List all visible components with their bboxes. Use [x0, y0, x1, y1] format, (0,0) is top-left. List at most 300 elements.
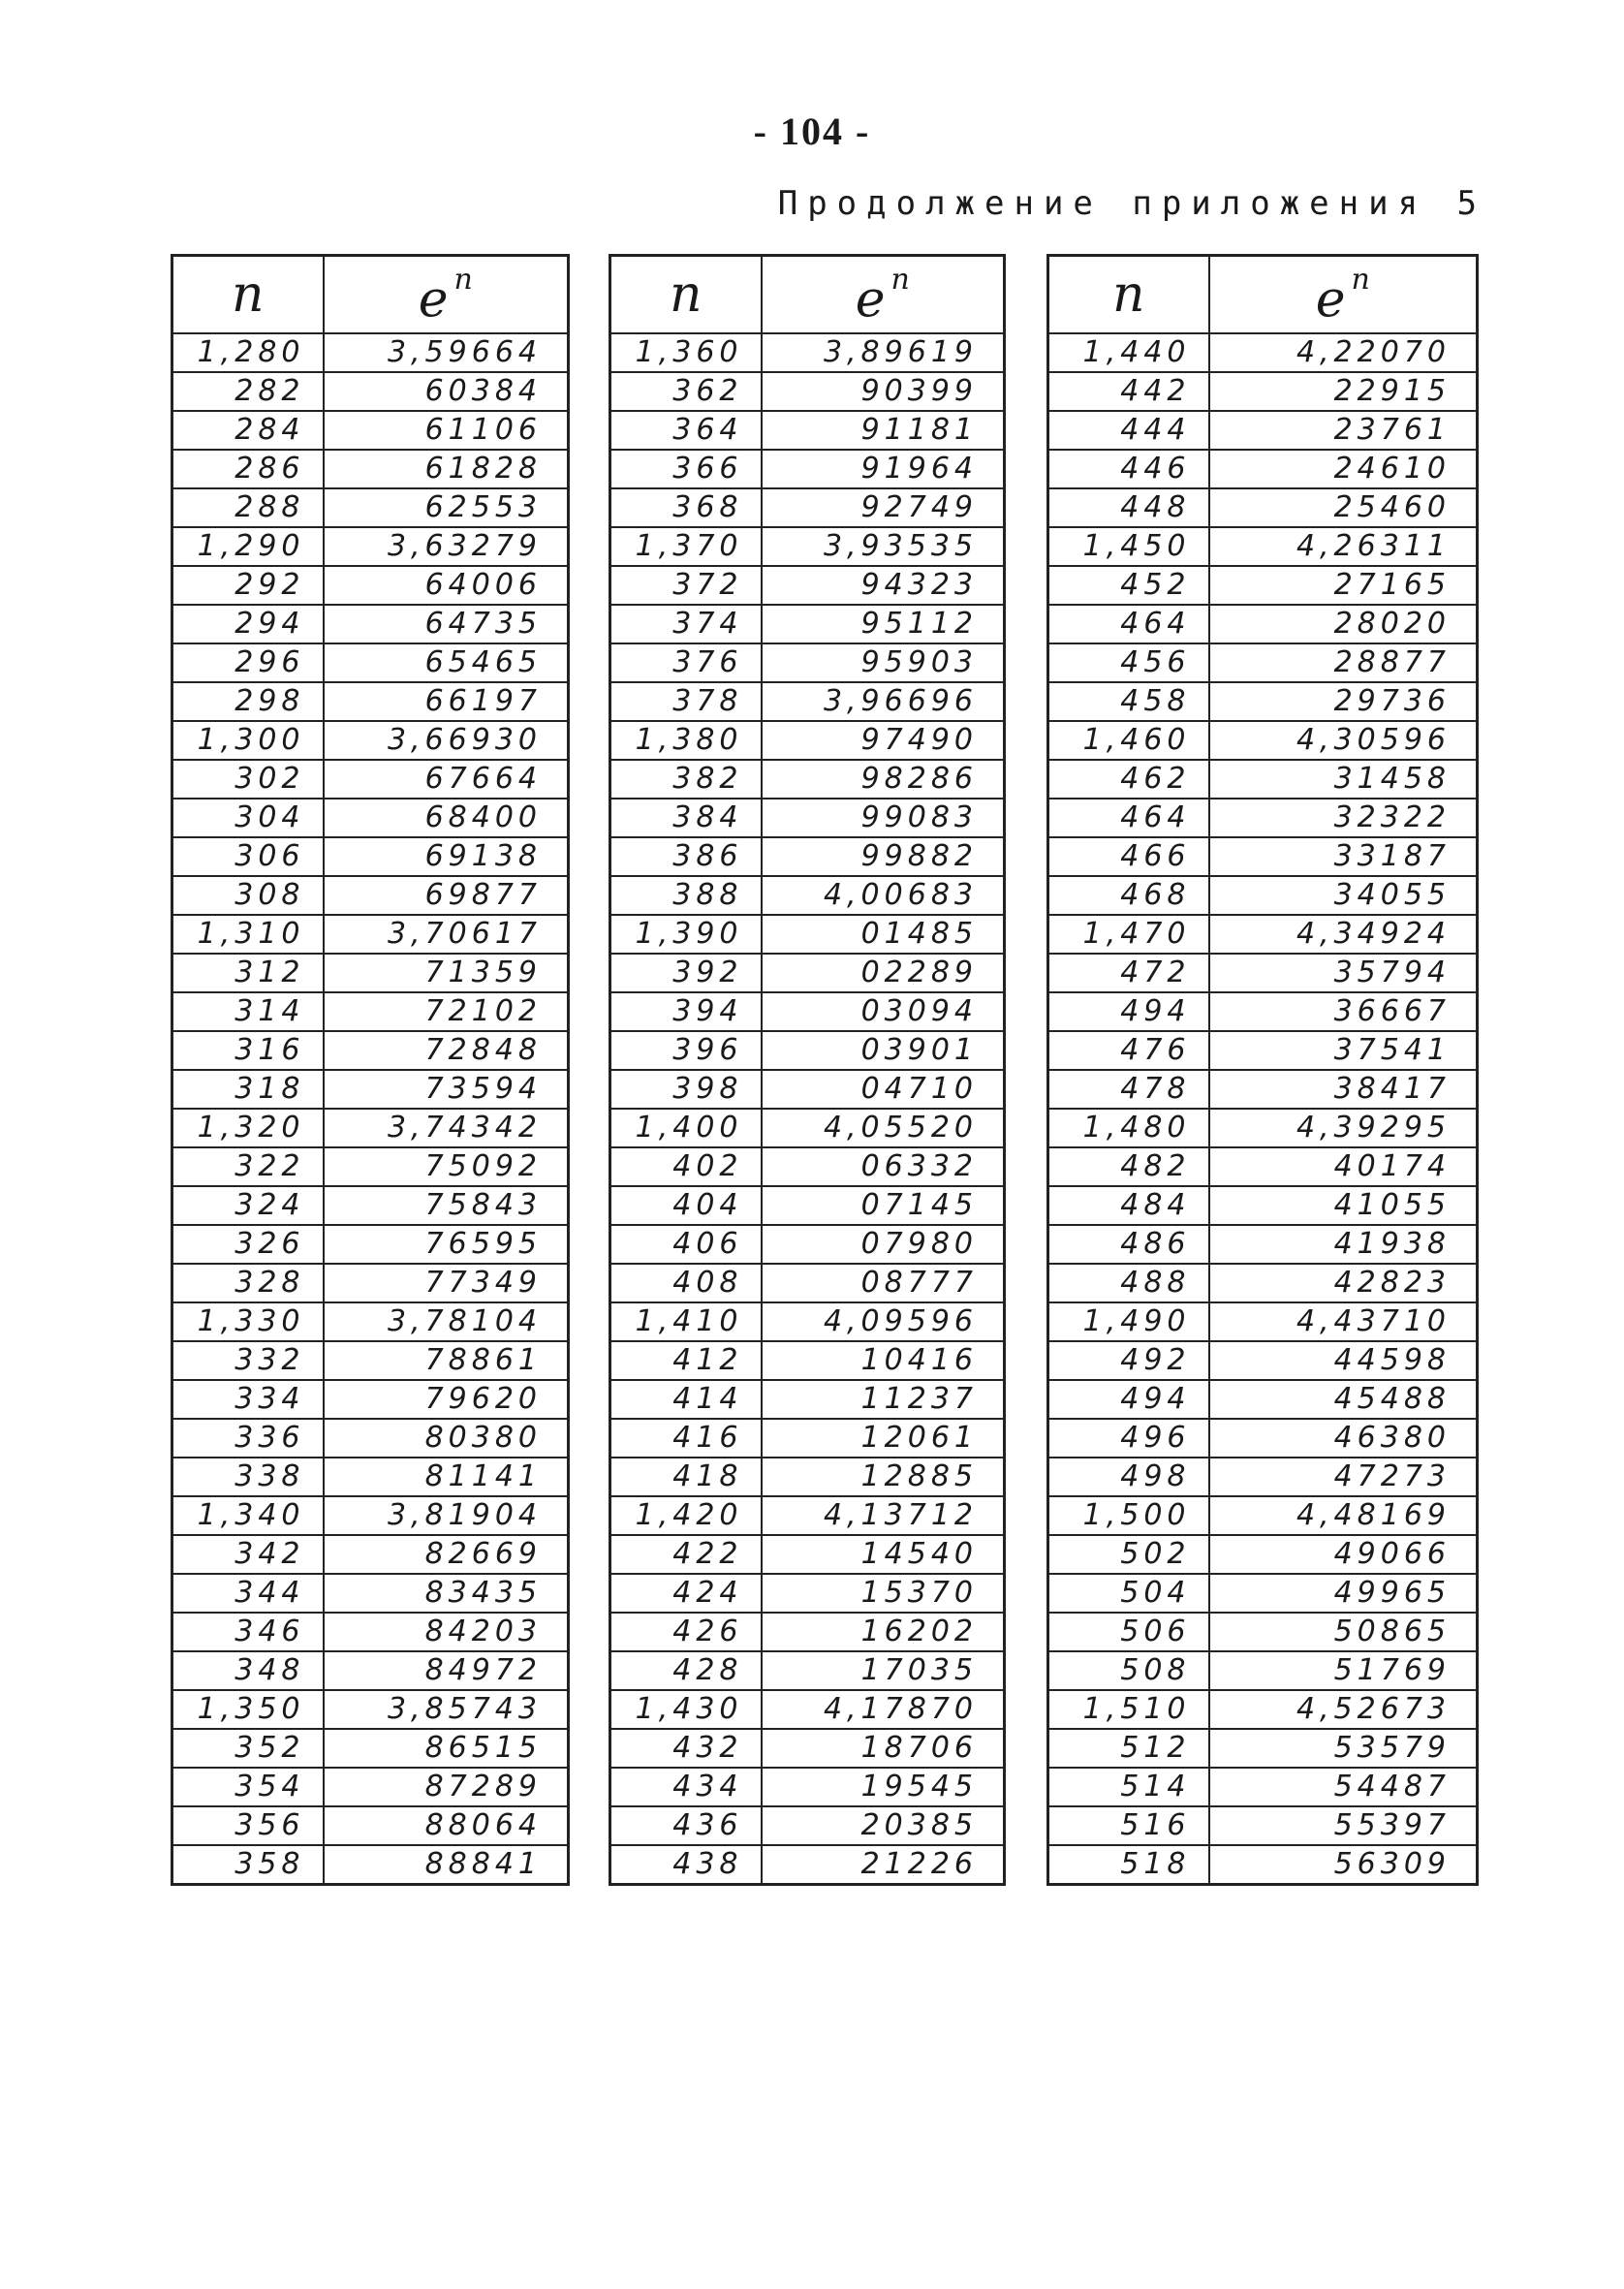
e-power-n-value: 79620: [324, 1380, 569, 1419]
n-value: 1,490: [1048, 1302, 1209, 1341]
table-row: [610, 1380, 1005, 1419]
e-power-n-value: 69877: [324, 876, 569, 915]
n-value: 494: [1048, 1380, 1209, 1419]
e-power-n-value: 47273: [1209, 1458, 1478, 1496]
table-row: [610, 721, 1005, 760]
e-power-n-value: 3,78104: [324, 1302, 569, 1341]
exponent: n: [890, 262, 910, 297]
e-power-n-value: 75843: [324, 1186, 569, 1225]
table-row: [172, 1845, 569, 1885]
appendix-subtitle: Продолжение приложения 5: [777, 184, 1486, 223]
e-power-n-value: 23761: [1209, 411, 1478, 450]
page-number: - 104 -: [753, 110, 871, 153]
e-power-n-value: 08777: [762, 1264, 1005, 1302]
n-value: 1,500: [1048, 1496, 1209, 1535]
n-value: 322: [172, 1147, 324, 1186]
n-value: 1,380: [610, 721, 762, 760]
n-value: 384: [610, 799, 762, 837]
e-power-n-value: 82669: [324, 1535, 569, 1574]
e-power-n-value: 37541: [1209, 1031, 1478, 1070]
n-value: 456: [1048, 643, 1209, 682]
e-power-n-value: 95903: [762, 643, 1005, 682]
e-power-n-value: 31458: [1209, 760, 1478, 799]
table-row: [1048, 876, 1478, 915]
e-power-n-value: 71359: [324, 954, 569, 992]
n-value: 472: [1048, 954, 1209, 992]
table-row: [1048, 1186, 1478, 1225]
e-base: e: [1315, 270, 1346, 329]
e-power-n-value: 3,89619: [762, 333, 1005, 372]
e-power-n-value: 91964: [762, 450, 1005, 488]
e-power-n-value: 88841: [324, 1845, 569, 1885]
table-row: [172, 799, 569, 837]
table-row: [172, 1264, 569, 1302]
e-power-n-value: 97490: [762, 721, 1005, 760]
e-power-n-value: 3,96696: [762, 682, 1005, 721]
n-value: 302: [172, 760, 324, 799]
e-power-n-value: 64006: [324, 566, 569, 605]
table-row: [172, 1535, 569, 1574]
n-value: 282: [172, 372, 324, 411]
table-row: [1048, 682, 1478, 721]
table-row: [172, 1613, 569, 1651]
e-power-n-value: 72848: [324, 1031, 569, 1070]
n-value: 468: [1048, 876, 1209, 915]
n-value: 508: [1048, 1651, 1209, 1690]
e-power-n-value: 27165: [1209, 566, 1478, 605]
n-value: 1,510: [1048, 1690, 1209, 1729]
e-power-n-value: 4,52673: [1209, 1690, 1478, 1729]
n-value: 1,350: [172, 1690, 324, 1729]
n-value: 354: [172, 1768, 324, 1806]
n-value: 1,470: [1048, 915, 1209, 954]
table-row: [1048, 1341, 1478, 1380]
table-row: [172, 1302, 569, 1341]
table-row: [1048, 527, 1478, 566]
column-header-e-power-n: [762, 256, 1005, 334]
e-power-n-value: 3,70617: [324, 915, 569, 954]
e-power-n-value: 50865: [1209, 1613, 1478, 1651]
n-value: 342: [172, 1535, 324, 1574]
n-value: 1,420: [610, 1496, 762, 1535]
e-power-n-value: 10416: [762, 1341, 1005, 1380]
table-row: [610, 372, 1005, 411]
n-value: 312: [172, 954, 324, 992]
values-table-1: [171, 254, 570, 1886]
n-value: 374: [610, 605, 762, 643]
n-value: 1,370: [610, 527, 762, 566]
n-value: 418: [610, 1458, 762, 1496]
e-power-n-value: 45488: [1209, 1380, 1478, 1419]
table-row: [172, 450, 569, 488]
e-power-n-value: 34055: [1209, 876, 1478, 915]
table-row: [610, 1535, 1005, 1574]
table-row: [610, 682, 1005, 721]
table-row: [610, 527, 1005, 566]
e-power-n-value: 24610: [1209, 450, 1478, 488]
e-power-n-value: 16202: [762, 1613, 1005, 1651]
table-row: [172, 1806, 569, 1845]
e-power-n-value: 46380: [1209, 1419, 1478, 1458]
n-value: 406: [610, 1225, 762, 1264]
e-power-n-value: 62553: [324, 488, 569, 527]
n-value: 462: [1048, 760, 1209, 799]
table-row: [172, 1768, 569, 1806]
e-power-n-value: 95112: [762, 605, 1005, 643]
n-value: 394: [610, 992, 762, 1031]
table-row: [172, 876, 569, 915]
n-value: 458: [1048, 682, 1209, 721]
table-row: [1048, 1070, 1478, 1109]
table-row: [610, 1496, 1005, 1535]
table-row: [1048, 1109, 1478, 1147]
e-power-n-value: 41938: [1209, 1225, 1478, 1264]
e-power-n-value: 54487: [1209, 1768, 1478, 1806]
n-value: 284: [172, 411, 324, 450]
e-power-n-value: 49066: [1209, 1535, 1478, 1574]
n-value: 408: [610, 1264, 762, 1302]
n-value: 304: [172, 799, 324, 837]
n-value: 1,460: [1048, 721, 1209, 760]
n-value: 448: [1048, 488, 1209, 527]
n-value: 298: [172, 682, 324, 721]
n-value: 1,410: [610, 1302, 762, 1341]
n-value: 288: [172, 488, 324, 527]
table-row: [172, 1031, 569, 1070]
e-power-n-value: 21226: [762, 1845, 1005, 1885]
table-row: [1048, 1768, 1478, 1806]
n-value: 444: [1048, 411, 1209, 450]
table-row: [1048, 411, 1478, 450]
n-value: 1,320: [172, 1109, 324, 1147]
table-row: [172, 721, 569, 760]
column-header-n: n: [172, 256, 324, 334]
table-row: [610, 1845, 1005, 1885]
table-row: [1048, 488, 1478, 527]
column-header-e-power-n: [1209, 256, 1478, 334]
n-value: 492: [1048, 1341, 1209, 1380]
n-value: 338: [172, 1458, 324, 1496]
n-value: 348: [172, 1651, 324, 1690]
n-value: 396: [610, 1031, 762, 1070]
table-row: [610, 1613, 1005, 1651]
e-power-n-value: 12061: [762, 1419, 1005, 1458]
table-row: [610, 450, 1005, 488]
column-header-e-power-n: [324, 256, 569, 334]
n-value: 486: [1048, 1225, 1209, 1264]
e-power-n-value: 28020: [1209, 605, 1478, 643]
e-power-n-value: 77349: [324, 1264, 569, 1302]
table-row: [610, 1458, 1005, 1496]
table-row: [1048, 1535, 1478, 1574]
e-power-n-value: 40174: [1209, 1147, 1478, 1186]
e-power-n-value: 3,93535: [762, 527, 1005, 566]
table-row: [172, 488, 569, 527]
table-row: [1048, 799, 1478, 837]
table-row: [610, 1186, 1005, 1225]
e-power-n-value: 12885: [762, 1458, 1005, 1496]
n-value: 386: [610, 837, 762, 876]
table-row: [610, 1147, 1005, 1186]
n-value: 504: [1048, 1574, 1209, 1613]
e-power-n-value: 20385: [762, 1806, 1005, 1845]
e-power-n-value: 3,59664: [324, 333, 569, 372]
e-power-n-value: 17035: [762, 1651, 1005, 1690]
n-value: 494: [1048, 992, 1209, 1031]
e-power-n-value: 28877: [1209, 643, 1478, 682]
e-power-n-value: 32322: [1209, 799, 1478, 837]
n-value: 326: [172, 1225, 324, 1264]
n-value: 1,290: [172, 527, 324, 566]
n-value: 426: [610, 1613, 762, 1651]
n-value: 498: [1048, 1458, 1209, 1496]
e-power-n-value: 07980: [762, 1225, 1005, 1264]
e-power-n-value: 4,05520: [762, 1109, 1005, 1147]
n-value: 388: [610, 876, 762, 915]
e-power-n-value: 51769: [1209, 1651, 1478, 1690]
n-value: 332: [172, 1341, 324, 1380]
table-row: [1048, 1419, 1478, 1458]
e-power-n-value: 3,85743: [324, 1690, 569, 1729]
e-power-n-value: 49965: [1209, 1574, 1478, 1613]
exponent: n: [453, 262, 473, 297]
e-power-n-value: 87289: [324, 1768, 569, 1806]
e-power-n-value: 15370: [762, 1574, 1005, 1613]
n-value: 358: [172, 1845, 324, 1885]
e-power-n-value: 36667: [1209, 992, 1478, 1031]
e-power-n-value: 4,17870: [762, 1690, 1005, 1729]
table-row: [610, 488, 1005, 527]
table-row: [172, 915, 569, 954]
table-row: [172, 1574, 569, 1613]
e-power-n-value: 98286: [762, 760, 1005, 799]
table-row: [172, 1225, 569, 1264]
n-value: 368: [610, 488, 762, 527]
table-row: [172, 1070, 569, 1109]
table-row: [610, 1031, 1005, 1070]
n-value: 398: [610, 1070, 762, 1109]
n-value: 294: [172, 605, 324, 643]
n-value: 1,300: [172, 721, 324, 760]
n-value: 446: [1048, 450, 1209, 488]
e-power-n-value: 02289: [762, 954, 1005, 992]
e-power-n-value: 78861: [324, 1341, 569, 1380]
n-value: 488: [1048, 1264, 1209, 1302]
table-row: [610, 1690, 1005, 1729]
values-table-2: [609, 254, 1006, 1886]
table-row: [1048, 643, 1478, 682]
n-value: 1,330: [172, 1302, 324, 1341]
e-power-n-value: 3,74342: [324, 1109, 569, 1147]
e-power-n-value: 69138: [324, 837, 569, 876]
table-row: [172, 527, 569, 566]
e-power-n-value: 72102: [324, 992, 569, 1031]
e-power-n-value: 80380: [324, 1419, 569, 1458]
table-row: [1048, 566, 1478, 605]
n-value: 404: [610, 1186, 762, 1225]
n-value: 362: [610, 372, 762, 411]
table-row: [172, 992, 569, 1031]
e-power-n-value: 65465: [324, 643, 569, 682]
e-power-n-value: 56309: [1209, 1845, 1478, 1885]
e-power-n-value: 81141: [324, 1458, 569, 1496]
e-power-n-value: 33187: [1209, 837, 1478, 876]
n-value: 506: [1048, 1613, 1209, 1651]
e-power-n-value: 99083: [762, 799, 1005, 837]
table-row: [172, 566, 569, 605]
n-value: 496: [1048, 1419, 1209, 1458]
n-value: 466: [1048, 837, 1209, 876]
table-row: [1048, 1458, 1478, 1496]
table-row: [1048, 605, 1478, 643]
n-value: 376: [610, 643, 762, 682]
e-power-n-value: 3,81904: [324, 1496, 569, 1535]
e-power-n-value: 61828: [324, 450, 569, 488]
table-row: [610, 954, 1005, 992]
table-row: [1048, 1380, 1478, 1419]
e-power-n-value: 66197: [324, 682, 569, 721]
n-value: 356: [172, 1806, 324, 1845]
table-row: [1048, 1613, 1478, 1651]
n-value: 514: [1048, 1768, 1209, 1806]
table-row: [172, 411, 569, 450]
e-power-n-value: 4,09596: [762, 1302, 1005, 1341]
n-value: 346: [172, 1613, 324, 1651]
e-power-n-value: 99882: [762, 837, 1005, 876]
table-row: [172, 372, 569, 411]
table-row: [610, 643, 1005, 682]
n-value: 344: [172, 1574, 324, 1613]
table-row: [610, 566, 1005, 605]
table-row: [172, 682, 569, 721]
table-row: [172, 333, 569, 372]
n-value: 352: [172, 1729, 324, 1768]
e-power-n-value: 18706: [762, 1729, 1005, 1768]
table-row: [172, 1186, 569, 1225]
e-power-n-value: 4,48169: [1209, 1496, 1478, 1535]
e-power-n-value: 04710: [762, 1070, 1005, 1109]
e-power-n-value: 61106: [324, 411, 569, 450]
n-value: 316: [172, 1031, 324, 1070]
n-value: 1,310: [172, 915, 324, 954]
e-power-n-value: 4,13712: [762, 1496, 1005, 1535]
e-base: e: [855, 270, 886, 329]
n-value: 416: [610, 1419, 762, 1458]
table-row: [610, 1225, 1005, 1264]
table-row: [172, 1109, 569, 1147]
e-power-n-value: 4,30596: [1209, 721, 1478, 760]
e-power-n-value: 4,43710: [1209, 1302, 1478, 1341]
n-value: 412: [610, 1341, 762, 1380]
e-power-n-value: 11237: [762, 1380, 1005, 1419]
n-value: 366: [610, 450, 762, 488]
n-value: 516: [1048, 1806, 1209, 1845]
e-power-n-value: 25460: [1209, 488, 1478, 527]
table-row: [1048, 1496, 1478, 1535]
column-header-n: n: [1048, 256, 1209, 334]
table-row: [610, 1729, 1005, 1768]
n-value: 432: [610, 1729, 762, 1768]
n-value: 318: [172, 1070, 324, 1109]
e-power-n-value: 84972: [324, 1651, 569, 1690]
table-row: [1048, 1845, 1478, 1885]
table-row: [172, 1651, 569, 1690]
e-power-n-value: 76595: [324, 1225, 569, 1264]
e-power-n-value: 60384: [324, 372, 569, 411]
table-row: [1048, 1806, 1478, 1845]
e-power-n-value: 07145: [762, 1186, 1005, 1225]
n-value: 482: [1048, 1147, 1209, 1186]
table-row: [1048, 1690, 1478, 1729]
table-row: [1048, 760, 1478, 799]
n-value: 308: [172, 876, 324, 915]
e-power-n-value: 3,66930: [324, 721, 569, 760]
n-value: 438: [610, 1845, 762, 1885]
table-row: [172, 837, 569, 876]
n-value: 518: [1048, 1845, 1209, 1885]
table-row: [610, 1341, 1005, 1380]
table-row: [610, 1806, 1005, 1845]
e-power-n-value: 38417: [1209, 1070, 1478, 1109]
table-row: [172, 1729, 569, 1768]
n-value: 286: [172, 450, 324, 488]
n-value: 402: [610, 1147, 762, 1186]
n-value: 378: [610, 682, 762, 721]
table-row: [1048, 1729, 1478, 1768]
n-value: 336: [172, 1419, 324, 1458]
n-value: 422: [610, 1535, 762, 1574]
table-row: [610, 760, 1005, 799]
n-value: 442: [1048, 372, 1209, 411]
table-row: [610, 1070, 1005, 1109]
n-value: 1,340: [172, 1496, 324, 1535]
e-power-n-value: 55397: [1209, 1806, 1478, 1845]
e-power-n-value: 22915: [1209, 372, 1478, 411]
table-row: [172, 1496, 569, 1535]
n-value: 372: [610, 566, 762, 605]
e-power-n-value: 42823: [1209, 1264, 1478, 1302]
e-power-n-value: 86515: [324, 1729, 569, 1768]
n-value: 392: [610, 954, 762, 992]
table-row: [610, 1574, 1005, 1613]
table-row: [172, 760, 569, 799]
e-power-n-value: 01485: [762, 915, 1005, 954]
e-power-n-value: 4,00683: [762, 876, 1005, 915]
e-power-n-value: 06332: [762, 1147, 1005, 1186]
n-value: 502: [1048, 1535, 1209, 1574]
table-row: [610, 1302, 1005, 1341]
e-power-n-value: 4,22070: [1209, 333, 1478, 372]
e-power-n-value: 91181: [762, 411, 1005, 450]
column-header-n: n: [610, 256, 762, 334]
table-row: [610, 333, 1005, 372]
n-value: 314: [172, 992, 324, 1031]
e-power-n-value: 92749: [762, 488, 1005, 527]
e-power-n-value: 4,34924: [1209, 915, 1478, 954]
e-power-n-value: 53579: [1209, 1729, 1478, 1768]
n-value: 424: [610, 1574, 762, 1613]
table-row: [172, 605, 569, 643]
e-power-n-value: 41055: [1209, 1186, 1478, 1225]
e-power-n-value: 35794: [1209, 954, 1478, 992]
e-power-n-value: 44598: [1209, 1341, 1478, 1380]
table-row: [610, 1109, 1005, 1147]
table-row: [1048, 1302, 1478, 1341]
n-value: 484: [1048, 1186, 1209, 1225]
n-value: 436: [610, 1806, 762, 1845]
e-power-n-value: 73594: [324, 1070, 569, 1109]
table-row: [1048, 1574, 1478, 1613]
